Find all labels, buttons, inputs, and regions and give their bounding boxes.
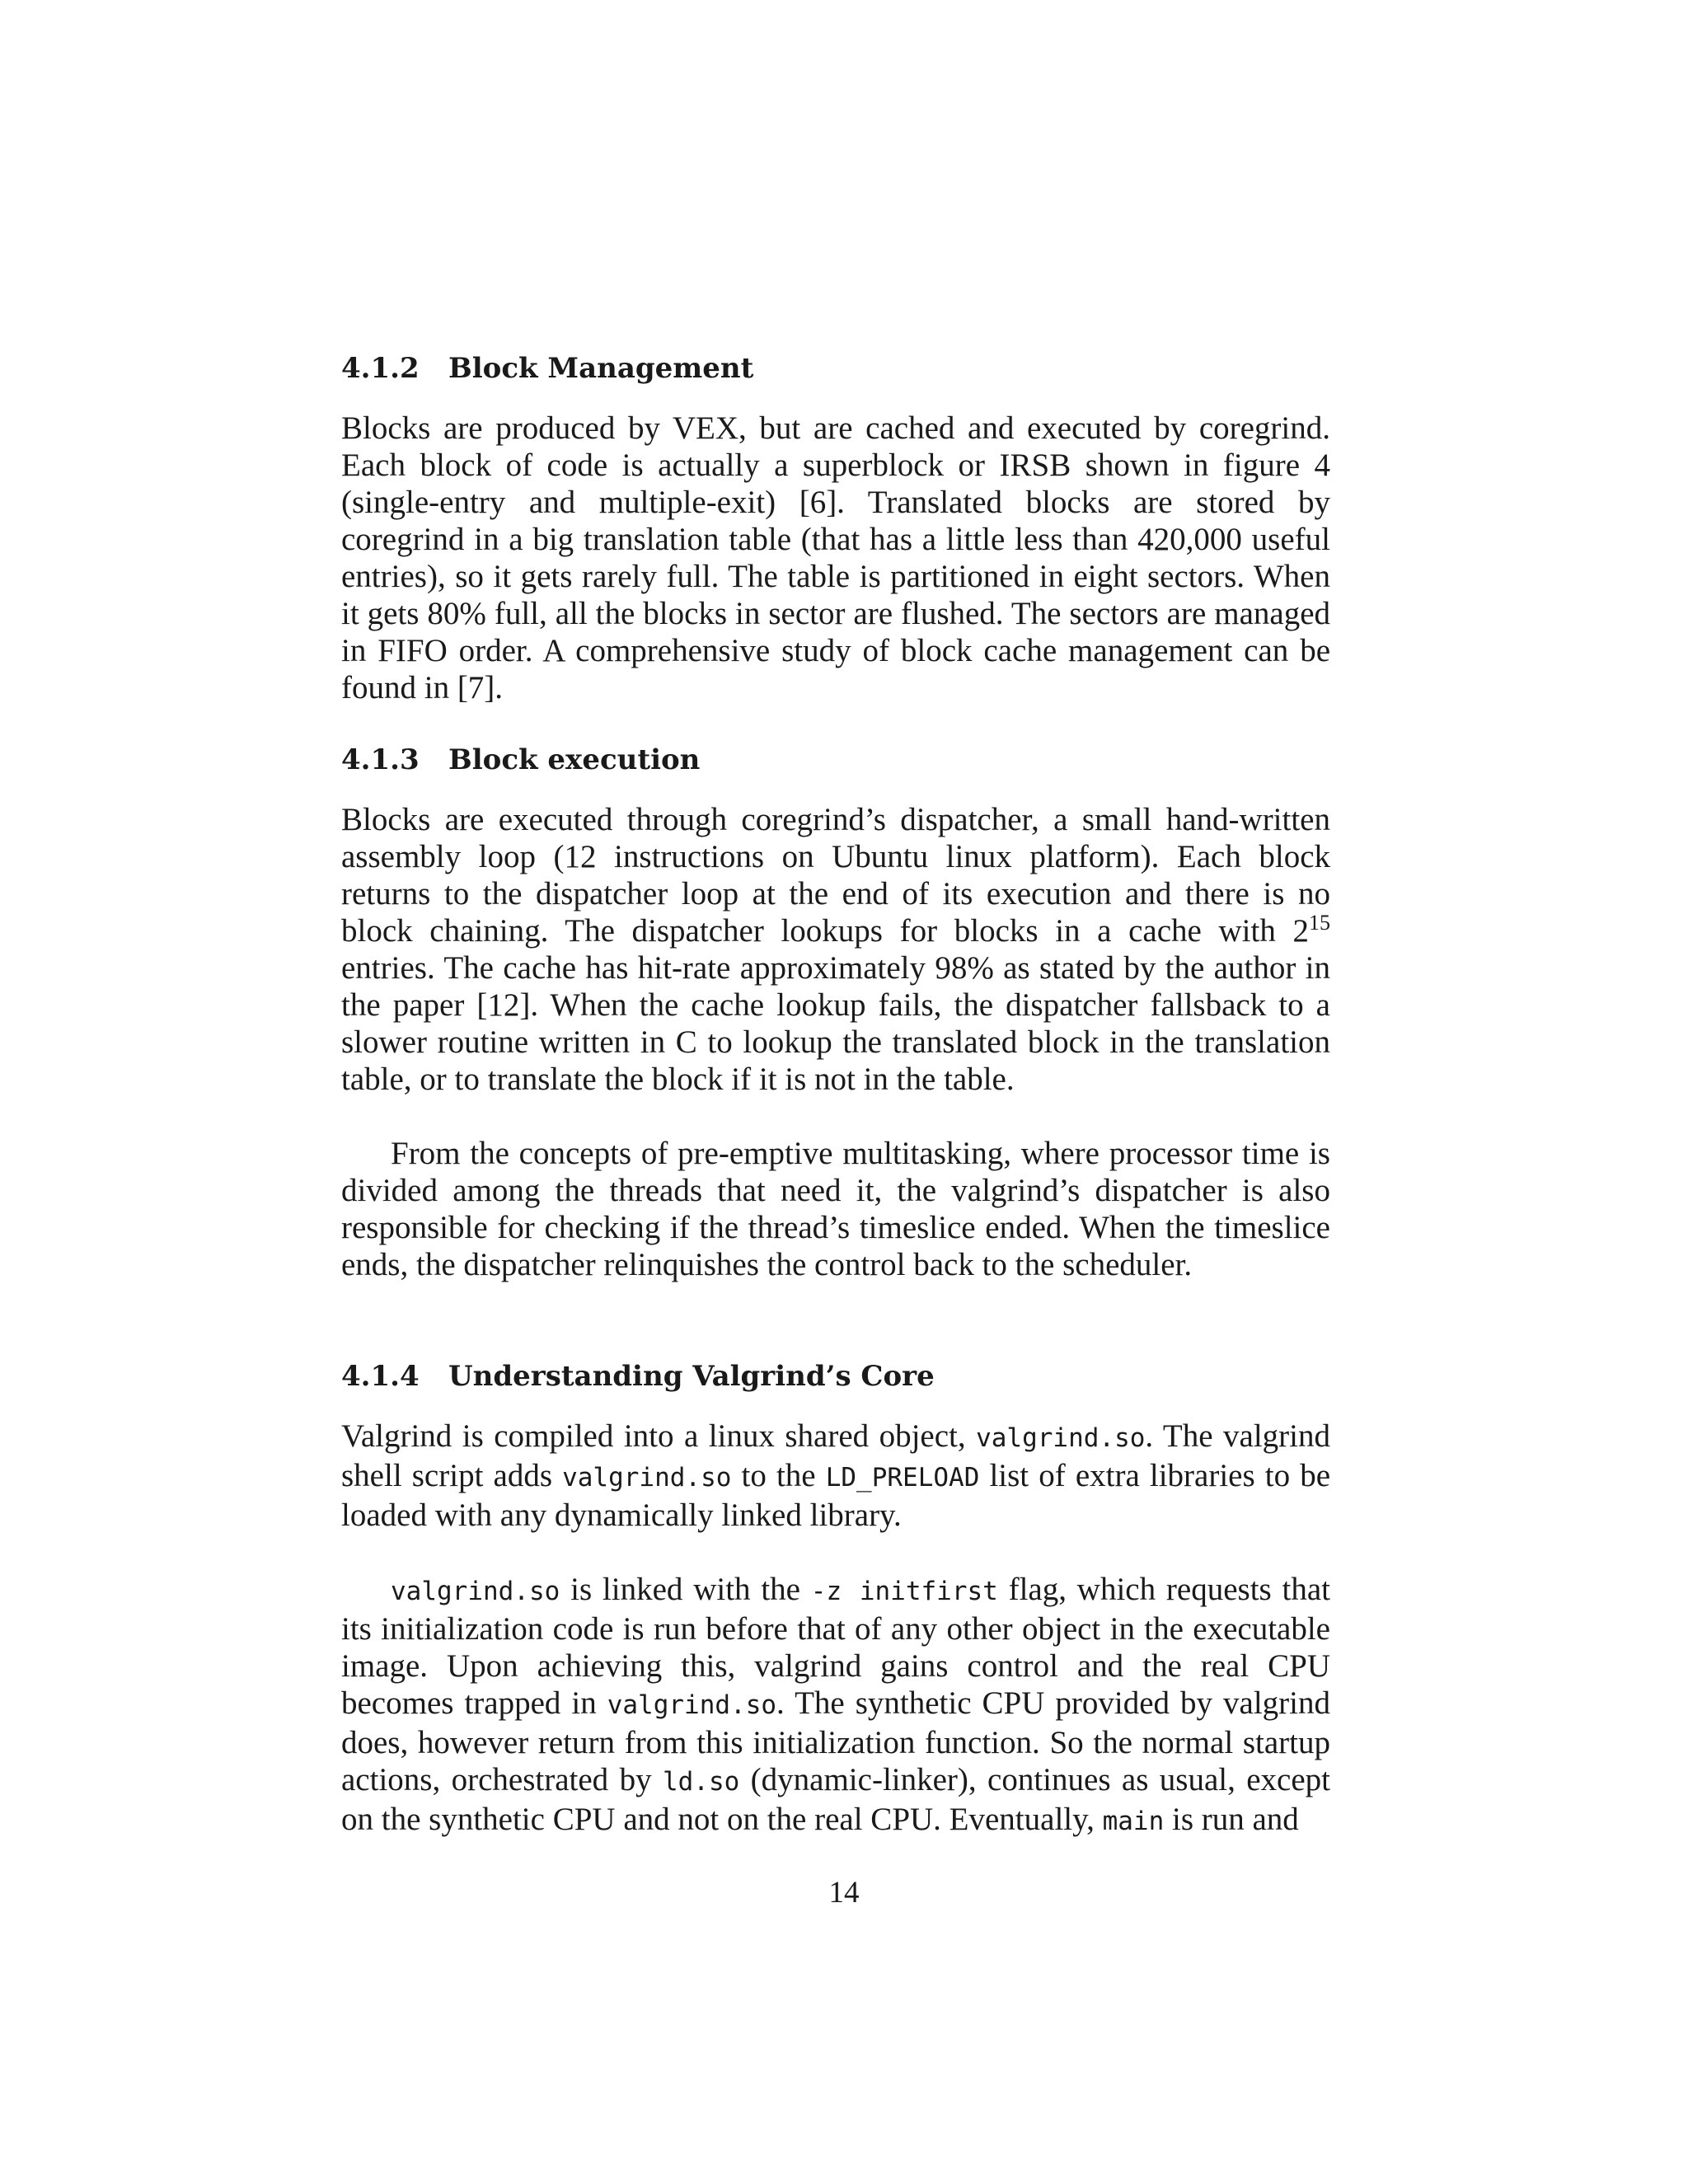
paragraph-block-execution-2: From the concepts of pre-emptive multitasking, where processor time is divided among the threads that need it, the valgrind’s dispatcher is also responsible for checking if the thread’s timeslice ended. When the timeslice ends, the dispatcher relinquishes the control back to the scheduler. — [341, 1136, 1330, 1282]
code-valgrind-so: valgrind.so — [976, 1423, 1146, 1453]
code-valgrind-so: valgrind.so — [391, 1577, 560, 1606]
text-run: list of extra libraries to be loaded with any dynamically linked library. — [341, 1458, 1331, 1533]
text-run: (dynamic-linker), continues as usual, except on the synthetic CPU and not on the real CPU. Eventually, — [341, 1762, 1330, 1837]
code-valgrind-so: valgrind.so — [562, 1463, 732, 1493]
text-run: Blocks are executed through coregrind’s dispatcher, a small hand-written assembly loop (12 instructions on Ubuntu linux platform). Each block returns to the dispatcher loop at the end of its execution and there is no block chaining. The dispatcher lookups for blocks in a cache with 2 — [341, 802, 1330, 949]
text-run: flag, which requests that its initialization code is run before that of any other object in the executable image. Upon achieving this, valgrind gains control and the real CPU becomes trapped in — [341, 1572, 1330, 1721]
text-run: . The synthetic CPU provided by valgrind does, however return from this initialization function. So the normal startup actions, orchestrated by — [341, 1685, 1330, 1797]
code-ld-preload: LD_PRELOAD — [825, 1463, 980, 1493]
section-number: 4.1.2 — [341, 352, 420, 385]
section-title: Understanding Valgrind’s Core — [448, 1360, 935, 1393]
section-heading-block-management — [341, 350, 1330, 387]
section-number: 4.1.3 — [341, 743, 420, 776]
text-run: is run and — [1164, 1802, 1299, 1837]
section-number: 4.1.4 — [341, 1360, 420, 1393]
section-title: Block execution — [448, 743, 701, 776]
section-heading-block-execution — [341, 742, 1330, 778]
section-title: Block Management — [448, 352, 754, 385]
paragraph-block-management: Blocks are produced by VEX, but are cached and executed by coregrind. Each block of code is actually a superblock or IRSB shown in figure 4 (single-entry and multiple-exit) [6]. Translated blocks are stored by coregrind in a big translation table (that has a little less than 420,000 useful entries), so it gets rarely full. The table is partitioned in eight sectors. When it gets 80% full, all the blocks in sector are flushed. The sectors are managed in FIFO order. A comprehensive study of block cache management can be found in [7]. — [341, 410, 1330, 705]
superscript-exponent: 15 — [1309, 911, 1330, 935]
paragraph-valgrind-core-2 — [341, 1571, 1330, 1840]
text-run: Valgrind is compiled into a linux shared object, — [341, 1418, 977, 1454]
text-run: . The valgrind shell script adds — [341, 1418, 1330, 1493]
paragraph-block-execution-1 — [341, 801, 1330, 1098]
code-valgrind-so: valgrind.so — [607, 1690, 777, 1720]
paragraph-valgrind-core-1 — [341, 1418, 1330, 1534]
text-run: to the — [731, 1458, 826, 1493]
code-z-initfirst: -z initfirst — [810, 1577, 998, 1606]
code-main: main — [1102, 1807, 1165, 1836]
page-number: 14 — [828, 1876, 860, 1910]
text-run: is linked with the — [560, 1572, 811, 1607]
text-run: entries. The cache has hit-rate approximately 98% as stated by the author in the paper [12]. When the cache lookup fails, the dispatcher fallsback to a slower routine written in C to lookup the translated block in the translation table, or to translate the block if it is not in the table. — [341, 950, 1330, 1097]
text-column — [341, 350, 1330, 1840]
code-ld-so: ld.so — [662, 1767, 740, 1797]
section-heading-valgrind-core — [341, 1358, 1330, 1394]
